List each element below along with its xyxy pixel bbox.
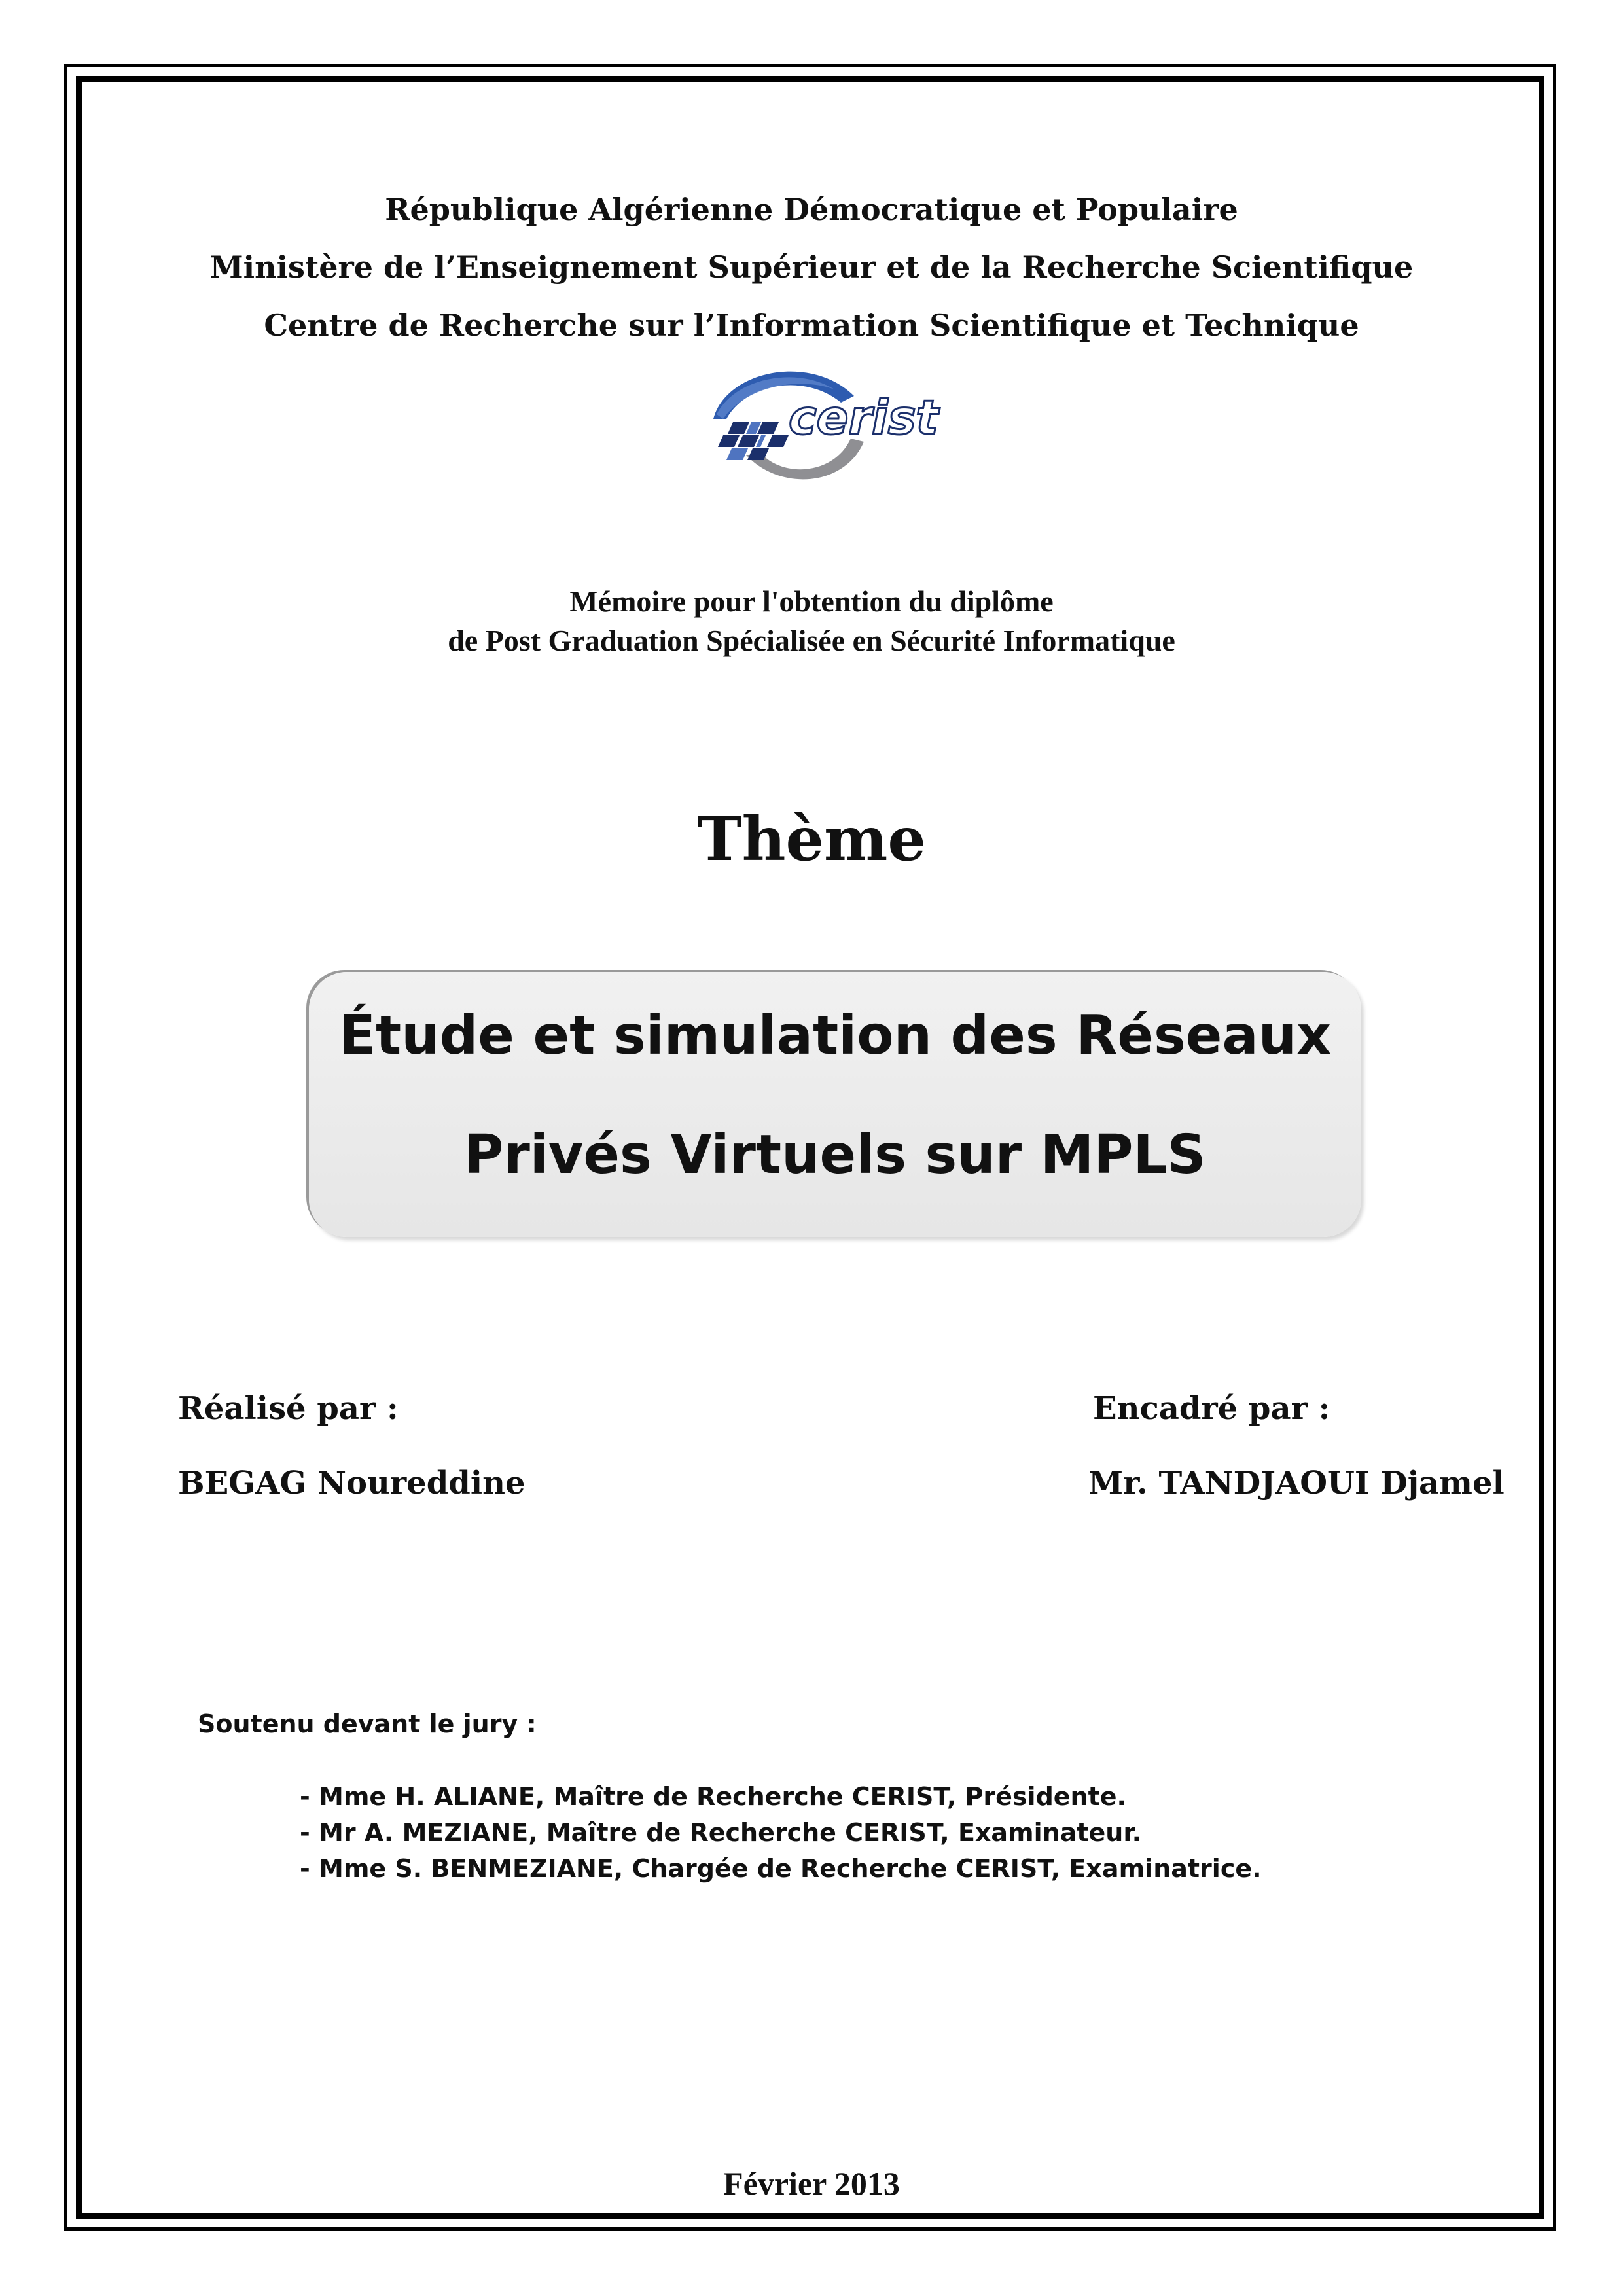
header-republic: République Algérienne Démocratique et Populaire [385, 192, 1238, 227]
realise-par-label: Réalisé par : [178, 1390, 399, 1427]
memoire-line-1: Mémoire pour l'obtention du diplôme [569, 584, 1054, 618]
encadre-par-label: Encadré par : [1093, 1390, 1330, 1427]
supervisor-name: Mr. TANDJAOUI Djamel [1088, 1465, 1505, 1501]
header-center: Centre de Recherche sur l’Information Scientifique et Technique [264, 308, 1359, 343]
theme-heading: Thème [697, 804, 926, 874]
jury-list [300, 1779, 1262, 1887]
jury-member: - Mme S. BENMEZIANE, Chargée de Recherche CERIST, Examinatrice. [300, 1854, 1262, 1883]
author-name: BEGAG Noureddine [178, 1465, 526, 1501]
jury-member: - Mme H. ALIANE, Maître de Recherche CERIST, Présidente. [300, 1782, 1126, 1811]
date: Février 2013 [723, 2165, 900, 2202]
cerist-logo-text: cerist [789, 390, 938, 445]
title-box [309, 972, 1361, 1237]
cerist-logo [700, 357, 969, 488]
memoire-line-2: de Post Graduation Spécialisée en Sécurité Informatique [448, 624, 1175, 657]
header-ministry: Ministère de l’Enseignement Supérieur et de la Recherche Scientifique [209, 249, 1414, 285]
thesis-title-line-2: Privés Virtuels sur MPLS [464, 1124, 1206, 1186]
thesis-title-line-1: Étude et simulation des Réseaux [339, 1005, 1331, 1067]
jury-member: - Mr A. MEZIANE, Maître de Recherche CERIST, Examinateur. [300, 1818, 1142, 1847]
jury-title: Soutenu devant le jury : [198, 1710, 537, 1738]
